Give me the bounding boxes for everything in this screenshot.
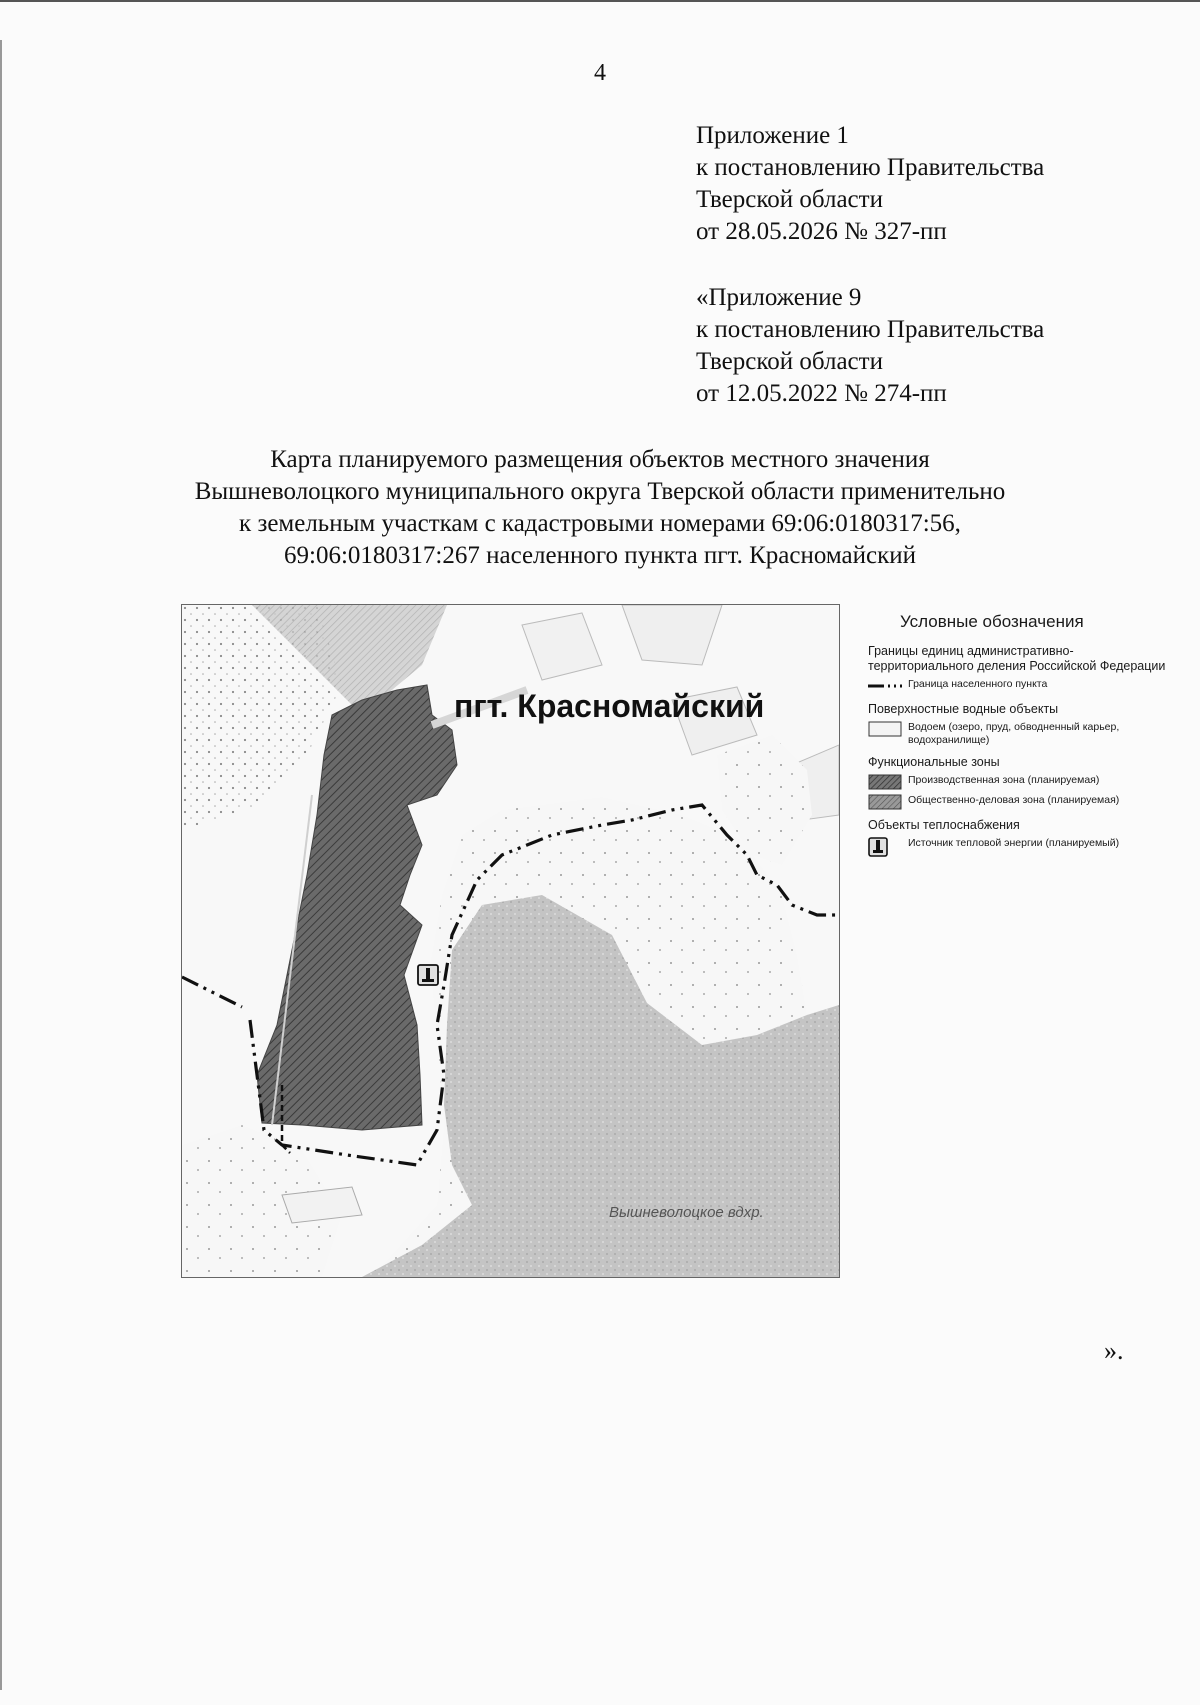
- legend-item-label: Источник тепловой энергии (планируемый): [908, 837, 1120, 849]
- legend-group-zones: Функциональные зоны: [868, 755, 1000, 769]
- appendix-1-line: Тверской области: [696, 186, 883, 213]
- legend-group-water: Поверхностные водные объекты: [868, 702, 1059, 716]
- page-top-edge: [0, 0, 1200, 2]
- appendix-1-header: [696, 120, 1044, 248]
- page-left-edge: [0, 40, 2, 1690]
- appendix-1-line: к постановлению Правительства: [696, 154, 1045, 181]
- water-body-swatch-icon: [868, 721, 902, 737]
- appendix-9-line: «Приложение 9: [696, 284, 862, 311]
- page-number: 4: [594, 60, 606, 86]
- industrial-zone-swatch-icon: [868, 774, 902, 790]
- legend-item-heat-source: [868, 837, 1168, 853]
- closing-quote: ».: [1104, 1336, 1124, 1365]
- reservoir-label: Вышневолоцкое вдхр.: [609, 1204, 764, 1221]
- settlement-label: пгт. Красномайский: [454, 688, 765, 724]
- title-line: Карта планируемого размещения объектов местного значения: [270, 446, 930, 473]
- appendix-9-line: к постановлению Правительства: [696, 316, 1045, 343]
- business-zone-swatch-icon: [868, 794, 902, 810]
- document-title: [100, 444, 1100, 572]
- legend-group-admin: Границы единиц административно-территориального деления Российской Федерации: [868, 644, 1166, 673]
- boundary-line-icon: [868, 678, 902, 694]
- legend-item-industrial-zone: [868, 774, 1168, 790]
- legend-item-business-zone: [868, 794, 1168, 810]
- title-line: 69:06:0180317:267 населенного пункта пгт. Красномайский: [284, 542, 916, 569]
- map-canvas: [182, 605, 839, 1277]
- appendix-9-line: от 12.05.2022 № 274-пп: [696, 380, 947, 407]
- legend-title: Условные обозначения: [900, 612, 1084, 631]
- legend-item-settlement-boundary: [868, 678, 1168, 694]
- heat-source-legend-icon: [868, 837, 902, 853]
- appendix-9-line: Тверской области: [696, 348, 883, 375]
- appendix-1-line: Приложение 1: [696, 122, 849, 149]
- legend-item-water-body: [868, 721, 1168, 747]
- legend-item-label: Производственная зона (планируемая): [908, 774, 1100, 786]
- map-legend: [868, 612, 1168, 853]
- title-line: к земельным участкам с кадастровыми номерами 69:06:0180317:56,: [239, 510, 961, 537]
- heat-source-icon: [418, 965, 438, 985]
- appendix-9-header: [696, 282, 1044, 410]
- legend-item-label: Граница населенного пункта: [908, 678, 1048, 690]
- appendix-1-line: от 28.05.2026 № 327-пп: [696, 218, 947, 245]
- legend-item-label: Общественно-деловая зона (планируемая): [908, 794, 1120, 806]
- legend-group-heat: Объекты теплоснабжения: [868, 818, 1020, 832]
- title-line: Вышневолоцкого муниципального округа Тверской области применительно: [194, 478, 1006, 505]
- legend-item-label: Водоем (озеро, пруд, обводненный карьер, водохранилище): [908, 721, 1120, 746]
- planning-map: [181, 604, 840, 1278]
